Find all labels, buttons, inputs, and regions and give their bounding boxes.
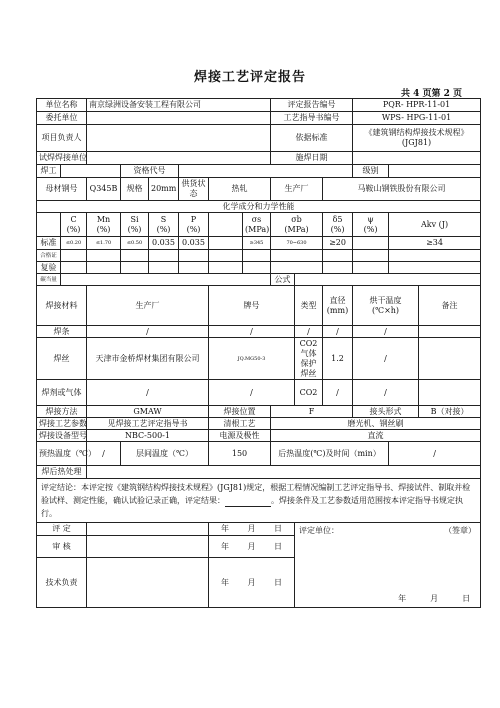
cert-label: 资格代号 [121, 165, 179, 178]
power-value: 直流 [271, 430, 481, 442]
interpass-label: 层间温度（℃） [121, 442, 209, 466]
clean-value: 磨光机、钢丝刷 [271, 418, 481, 430]
interpass-value: 150 [209, 442, 271, 466]
flux-dia: / [323, 380, 353, 406]
power-label: 电源及极性 [209, 430, 271, 442]
grade-value [389, 165, 481, 178]
recheck-label: 复验 [37, 262, 61, 274]
std-mn: ≤1.70 [87, 237, 121, 250]
client-value [87, 112, 271, 125]
unit-date: 年 月 日 [398, 594, 471, 603]
chem-col-c: C (%) [61, 213, 87, 237]
welder-label: 焊工 [37, 165, 61, 178]
postheat-value: / [389, 442, 481, 466]
preheat-value: / [87, 442, 121, 466]
rod-label: 焊条 [37, 326, 87, 338]
method-value: GMAW [87, 406, 209, 418]
rod-dia: / [323, 326, 353, 338]
clean-label: 清根工艺 [209, 418, 271, 430]
result-blank [225, 497, 271, 507]
chem-blank [37, 213, 61, 237]
position-label: 焊接位置 [209, 406, 271, 418]
report-no-value: PQR- HPR-11-01 [353, 99, 481, 112]
std-si: ≤0.50 [121, 237, 149, 250]
test-unit-label: 试焊焊接单位 [37, 152, 87, 165]
method-label: 焊接方法 [37, 406, 87, 418]
date-label: 施焊日期 [271, 152, 353, 165]
tech-sign [87, 558, 209, 608]
cert-row-label: 合格证 [37, 250, 61, 262]
chem-col-ys: σs (MPa) [243, 213, 271, 237]
date-value [353, 152, 481, 165]
std-elong: ≥20 [323, 237, 353, 250]
manager-value [87, 125, 271, 152]
review-label: 审 核 [37, 536, 87, 558]
steel-no-value: Q345B [87, 178, 121, 201]
flux-maker: / [87, 380, 209, 406]
wire-label: 焊丝 [37, 338, 87, 380]
conclusion-text-a: 评定结论：本评定按《建筑钢结构焊接技术规程》(JGJ81)规定，根据工程情况编制工艺评定指导书、焊接试件、制取并检验试样、测定性能，确认试验记录正确，评定结果： [41, 483, 471, 505]
params-value: 见焊接工艺评定指导书 [87, 418, 209, 430]
review-sign [87, 536, 209, 558]
formula-value [295, 274, 481, 286]
chem-col-psi: ψ (%) [353, 213, 389, 237]
wps-no-value: WPS- HPG-11-01 [353, 112, 481, 125]
manager-label: 项目负责人 [37, 125, 87, 152]
mat-bake-label: 烘干温度 (℃×h) [353, 286, 419, 326]
flux-bake: / [353, 380, 419, 406]
rod-type: / [295, 326, 323, 338]
document-title: 焊接工艺评定报告 [193, 70, 306, 85]
wire-bake: / [353, 338, 419, 380]
test-unit-value [87, 152, 271, 165]
unit-name-value: 南京绿洲设备安装工程有限公司 [87, 99, 271, 112]
flux-label: 焊剂或气体 [37, 380, 87, 406]
supply-value: 热轧 [209, 178, 271, 201]
basis-value: 《建筑钢结构焊接技术规程》(JGJ81) [353, 125, 481, 152]
equip-label: 焊接设备型号 [37, 430, 87, 442]
mat-maker-label: 生产厂 [87, 286, 209, 326]
mat-note-label: 备注 [419, 286, 481, 326]
basis-label: 依据标准 [271, 125, 353, 152]
chem-col-s: S (%) [149, 213, 179, 237]
chem-col-akv: Akv (J) [389, 213, 481, 237]
std-s: 0.035 [149, 237, 179, 250]
carbon-label: 碳当量 [37, 274, 61, 286]
mat-brand-label: 牌号 [209, 286, 295, 326]
chem-heading: 化学成分和力学性能 [37, 201, 481, 213]
pqr-table [36, 98, 481, 608]
cert-value [179, 165, 353, 178]
joint-value: B（对接） [419, 406, 481, 418]
chem-blank-col [209, 213, 243, 237]
std-label: 标准 [37, 237, 61, 250]
welder-value [61, 165, 121, 178]
mat-type-label: 类型 [295, 286, 323, 326]
equip-value: NBC-500-1 [87, 430, 209, 442]
flux-type: CO2 [295, 380, 323, 406]
eval-unit-cell [295, 523, 481, 608]
position-value: F [271, 406, 353, 418]
supply-label: 供货状态 [179, 178, 209, 201]
params-label: 焊接工艺参数 [37, 418, 87, 430]
std-ts: 70~630 [271, 237, 323, 250]
formula-label: 公式 [271, 274, 295, 286]
eval-sign [87, 523, 209, 536]
preheat-label: 预热温度（℃） [37, 442, 87, 466]
maker-label: 生产厂 [271, 178, 323, 201]
chem-col-mn: Mn (%) [87, 213, 121, 237]
std-blank [209, 237, 243, 250]
eval-label: 评 定 [37, 523, 87, 536]
client-label: 委托单位 [37, 112, 87, 125]
std-ys: ≥345 [243, 237, 271, 250]
rod-brand: / [209, 326, 295, 338]
review-date: 年 月 日 [209, 536, 295, 558]
pwht-value [87, 466, 481, 479]
carbon-value [61, 274, 271, 286]
maker-value: 马鞍山钢铁股份有限公司 [323, 178, 481, 201]
wire-dia: 1.2 [323, 338, 353, 380]
wps-no-label: 工艺指导书编号 [271, 112, 353, 125]
conclusion-text-b: 。焊接条件及工艺参数适用范围按本评定指导书规定执行。 [41, 496, 463, 518]
std-akv: ≥34 [389, 237, 481, 250]
rod-maker: / [87, 326, 209, 338]
wire-type: CO2气体保护焊丝 [295, 338, 323, 380]
postheat-label: 后热温度(℃)及时间（min） [271, 442, 389, 466]
chem-col-elong: δ5 (%) [323, 213, 353, 237]
steel-no-label: 母材钢号 [37, 178, 87, 201]
rod-bake: / [353, 326, 419, 338]
tech-label: 技术负责 [37, 558, 87, 608]
std-c: ≤0.20 [61, 237, 87, 250]
conclusion [37, 479, 481, 523]
grade-label: 级别 [353, 165, 389, 178]
tech-date: 年 月 日 [209, 558, 295, 608]
spec-label: 规格 [121, 178, 149, 201]
report-no-label: 评定报告编号 [271, 99, 353, 112]
mat-dia-label: 直径 (mm) [323, 286, 353, 326]
spec-value: 20mm [149, 178, 179, 201]
chem-col-p: P (%) [179, 213, 209, 237]
welding-mat-label: 焊接材料 [37, 286, 87, 326]
wire-brand: JQ.MG50-3 [209, 338, 295, 380]
seal-label: （签章） [444, 526, 477, 535]
chem-col-ts: σb (MPa) [271, 213, 323, 237]
pwht-label: 焊后热处理 [37, 466, 87, 479]
page-info: 共 4 页第 2 页 [400, 89, 462, 99]
wire-maker: 天津市金桥焊材集团有限公司 [87, 338, 209, 380]
chem-col-si: Si (%) [121, 213, 149, 237]
eval-unit-label: 评定单位： [299, 526, 339, 535]
flux-brand: / [209, 380, 295, 406]
joint-label: 接头形式 [353, 406, 419, 418]
std-p: 0.035 [179, 237, 209, 250]
unit-name-label: 单位名称 [37, 99, 87, 112]
std-psi [353, 237, 389, 250]
eval-date: 年 月 日 [209, 523, 295, 536]
